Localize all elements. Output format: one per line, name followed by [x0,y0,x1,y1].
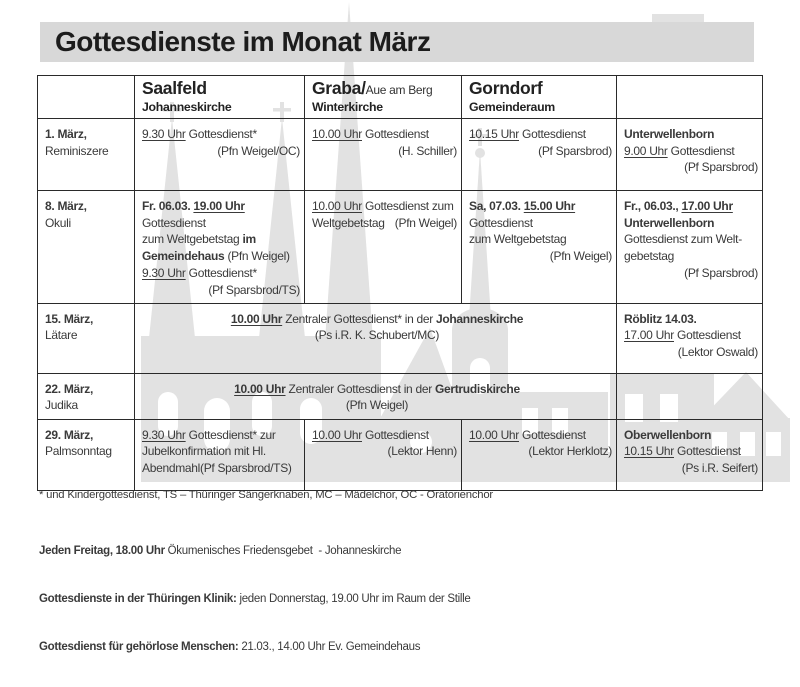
text-line: Gottesdienst [142,215,206,230]
column-title: Saalfeld [142,78,207,98]
text-line: 9.30 Uhr Gottesdienst* [142,126,257,141]
table-row [38,419,763,490]
service-cell [617,373,763,419]
date-cell [38,303,135,373]
date-label: 8. März, [45,198,87,213]
text-line: (Pf Sparsbrod/TS) [208,282,300,297]
text-line: 10.00 Uhr Zentraler Gottesdienst* in der Johanneskirche [230,311,524,326]
title-bar [40,22,754,62]
text-line: 9.30 Uhr Gottesdienst* zur [142,427,276,442]
text-line: (Pfn Weigel/OC) [217,143,300,158]
text-line: 10.00 Uhr Zentraler Gottesdienst in der Gertrudiskirche [234,381,520,396]
note-line: Gottesdienst für gehörlose Menschen: 21.03., 14.00 Uhr Ev. Gemeindehaus [39,641,421,653]
header-row [38,76,763,119]
text-line: Fr., 06.03., 17.00 Uhr [624,198,733,213]
service-cell [462,190,617,303]
notes [39,511,470,687]
date-cell [38,190,135,303]
text-line: Fr. 06.03. 19.00 Uhr [142,198,245,213]
service-cell [135,373,617,419]
schedule-table [37,75,763,491]
text-line: 9.30 Uhr Gottesdienst* [142,265,257,280]
text-line: Gottesdienst [469,215,533,230]
service-cell [462,419,617,490]
table-body [38,118,763,490]
text-line: gebetstag [624,249,675,264]
text-line: (Pfn Weigel) [345,398,409,413]
date-label: 15. März, [45,311,93,326]
column-header-saalfeld [135,76,305,119]
text-line: Jubelkonfirmation mit Hl. [142,444,266,459]
service-cell [305,190,462,303]
column-title: Graba/Aue am Berg [312,78,433,98]
text-line: (Ps i.R. Seifert) [681,461,758,476]
service-cell [462,118,617,190]
date-cell [38,373,135,419]
text-line: 9.00 Uhr Gottesdienst [624,143,735,158]
column-title: Gorndorf [469,78,543,98]
text-line: 10.15 Uhr Gottesdienst [469,126,586,141]
column-subtitle: Johanneskirche [142,99,232,114]
liturgical-label: Lätare [45,328,78,343]
column-header-gorndorf [462,76,617,119]
text-line: zum Weltgebetstag [469,232,567,247]
table-row [38,118,763,190]
text-line: (Lektor Henn) [387,444,457,459]
liturgical-label: Reminiszere [45,143,109,158]
column-header-graba [305,76,462,119]
text-line: zum Weltgebetstag im [142,232,256,247]
footnote: * und Kindergottesdienst, TS – Thüringer Sängerknaben, MC – Mädelchor, OC - Oratorienchor [39,489,493,501]
service-cell [305,118,462,190]
text-line: 10.00 Uhr Gottesdienst zum [312,198,454,213]
service-cell [305,419,462,490]
service-cell [617,419,763,490]
liturgical-label: Okuli [45,215,71,230]
text-line: (H. Schiller) [398,143,457,158]
column-subtitle: Winterkirche [312,99,383,114]
date-cell [38,419,135,490]
text-line: Unterwellenborn [624,126,715,141]
date-label: 22. März, [45,381,93,396]
liturgical-label: Judika [45,398,78,413]
service-cell [135,303,617,373]
date-label: 29. März, [45,427,93,442]
column-header-empty [38,76,135,119]
note-line: Jeden Freitag, 18.00 Uhr Ökumenisches Friedensgebet - Johanneskirche [39,545,402,557]
text-line: Gemeindehaus (Pfn Weigel) [142,249,290,264]
text-line: Röblitz 14.03. [624,311,697,326]
table-row [38,373,763,419]
date-label: 1. März, [45,126,87,141]
text-line: Weltgebetstag (Pfn Weigel) [312,215,457,230]
text-line: Unterwellenborn [624,215,715,230]
text-line: 10.15 Uhr Gottesdienst [624,444,741,459]
service-cell [135,419,305,490]
liturgical-label: Palmsonntag [45,444,112,459]
text-line: (Lektor Oswald) [677,345,758,360]
service-cell [617,190,763,303]
text-line: Abendmahl(Pf Sparsbrod/TS) [142,461,292,476]
note-line: Gottesdienste in der Thüringen Klinik: jeden Donnerstag, 19.00 Uhr im Raum der Stille [39,593,471,605]
service-cell [135,190,305,303]
table-row [38,303,763,373]
column-header-extra [617,76,763,119]
text-line: 10.00 Uhr Gottesdienst [469,427,586,442]
service-cell [135,118,305,190]
date-cell [38,118,135,190]
text-line: (Lektor Herklotz) [528,444,612,459]
page-title: Gottesdienste im Monat März [55,26,431,57]
text-line: (Pfn Weigel) [549,249,612,264]
text-line: (Ps i.R. K. Schubert/MC) [314,328,440,343]
text-line: 10.00 Uhr Gottesdienst [312,427,429,442]
text-line: (Pf Sparsbrod) [684,160,758,175]
text-line: 17.00 Uhr Gottesdienst [624,328,741,343]
text-line: 10.00 Uhr Gottesdienst [312,126,429,141]
text-line: (Pf Sparsbrod) [538,143,612,158]
service-cell [617,303,763,373]
text-line: Sa, 07.03. 15.00 Uhr [469,198,576,213]
text-line: Gottesdienst zum Welt- [624,232,742,247]
text-line: (Pf Sparsbrod) [684,265,758,280]
text-line: Oberwellenborn [624,427,712,442]
table-row [38,190,763,303]
service-cell [617,118,763,190]
column-subtitle: Gemeinderaum [469,99,555,114]
